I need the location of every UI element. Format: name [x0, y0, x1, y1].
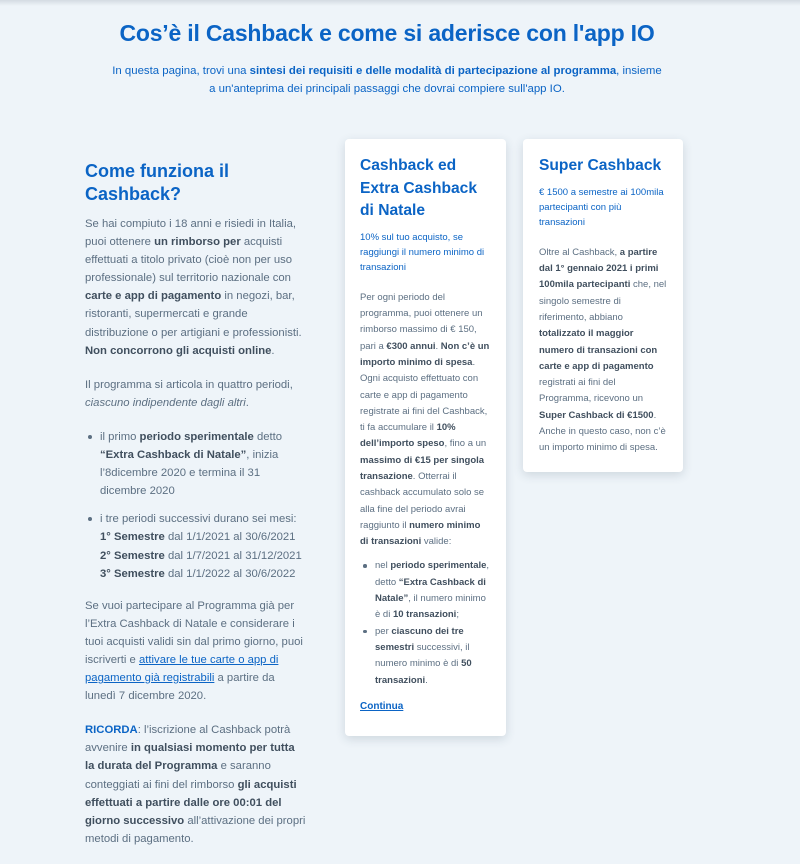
section-title: Come funziona il Cashback?: [85, 161, 229, 204]
activate-cards-link[interactable]: attivare le tue carte o app di pagamento già registrabili: [85, 653, 279, 685]
card-title: Cashback ed Extra Cashback di Natale: [360, 157, 478, 219]
card-title: Super Cashback: [539, 157, 662, 174]
paragraph-periods: Il programma si articola in quattro periodi, ciascuno indipendente dagli altri.: [85, 378, 293, 409]
list-item: per ciascuno dei tre semestri successivi, il numero minimo è di 50 transazioni.: [360, 624, 491, 689]
card-list: [360, 558, 491, 688]
list-item: i tre periodi successivi durano sei mesi: 1° Semestre dal 1/1/2021 al 30/6/2021 2° Semestre dal 1/7/2021 al 31/12/2021 3° Semestre dal 1/1/2022 al 30/6/2022: [85, 510, 307, 582]
intro-text: In questa pagina, trovi una sintesi dei requisiti e delle modalità di partecipazione al programma, insieme a un'anteprima dei principali passaggi che dovrai compiere sull'app IO.: [112, 65, 662, 95]
card-lead: € 1500 a semestre ai 100mila partecipanti con più transazioni: [539, 186, 664, 229]
card-body: Oltre al Cashback, a partire dal 1° gennaio 2021 i primi 100mila partecipanti che, nel singolo semestre di riferimento, abbiano totalizzato il maggior numero di transazioni con carte e app di pagamento registrati ai fini del Programma, ricevono un Super Cashback di €1500. Anche in questo caso, non c’è un importo minimo di spesa.: [539, 246, 667, 454]
card-lead: 10% sul tuo acquisto, se raggiungi il numero minimo di transazioni: [360, 231, 485, 274]
card-body: Per ogni periodo del programma, puoi ottenere un rimborso massimo di € 150, pari a €300 annui. Non c’è un importo minimo di spesa. Ogni acquisto effettuato con carte e app di pagamento registrate ai fini del Cashback, ti fa accumulare il 10% dell’importo speso, fino a un massimo di €15 per singola transazione. Otterrai il cashback accumulato solo se alla fine del periodo avrai raggiunto il numero minimo di transazioni valide:: [360, 291, 490, 548]
how-it-works-section: [85, 160, 307, 864]
cashback-card: [345, 139, 506, 736]
page-title: Cos’è il Cashback e come si aderisce con l'app IO: [119, 20, 655, 46]
continue-link[interactable]: Continua: [360, 700, 404, 712]
paragraph-eligibility: Se hai compiuto i 18 anni e risiedi in Italia, puoi ottenere un rimborso per acquisti effettuati a titolo privato (cioè non per uso professionale) sul territorio nazionale con carte e app di pagamento in negozi, bar, ristoranti, supermercati e grande distribuzione o per artigiani e professionisti. Non concorrono gli acquisti online.: [85, 218, 302, 357]
periods-list: [85, 428, 307, 583]
header-shadow: [0, 0, 800, 6]
list-item: nel periodo sperimentale, detto “Extra Cashback di Natale”, il numero minimo è di 10 transazioni;: [360, 558, 491, 623]
list-item: il primo periodo sperimentale detto “Extra Cashback di Natale”, inizia l’8dicembre 2020 e termina il 31 dicembre 2020: [85, 428, 307, 500]
paragraph-join: Se vuoi partecipare al Programma già per l’Extra Cashback di Natale e considerare i tuoi acquisti validi sin dal primo giorno, puoi iscriverti e attivare le tue carte o app di pagamento già registrabili a partire da lunedì 7 dicembre 2020.: [85, 599, 303, 703]
paragraph-reminder: RICORDA: l’iscrizione al Cashback potrà avvenire in qualsiasi momento per tutta la durata del Programma e saranno conteggiati ai fini del rimborso gli acquisti effettuati a partire dalle ore 00:01 del giorno successivo all’attivazione dei propri metodi di pagamento.: [85, 724, 306, 845]
super-cashback-card: [523, 139, 683, 472]
